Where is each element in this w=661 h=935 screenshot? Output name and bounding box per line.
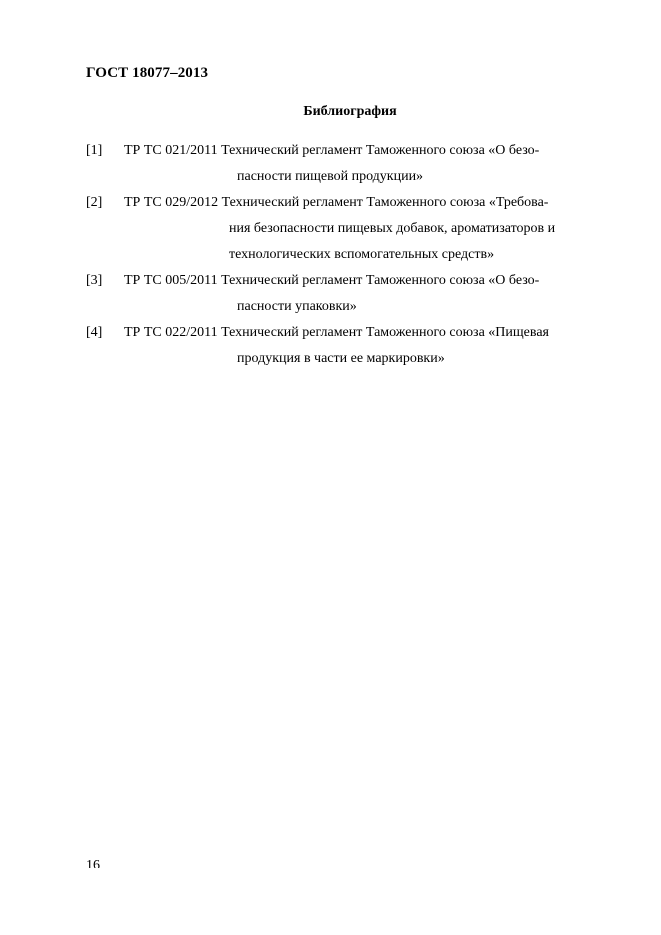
reference-continuation: пасности пищевой продукции» xyxy=(237,169,424,184)
reference-first-line xyxy=(124,268,539,294)
reference-continuation: технологических вспомогательных средств» xyxy=(229,247,495,262)
reference-number: [2] xyxy=(86,195,103,210)
document-header: ГОСТ 18077–2013 xyxy=(86,65,209,81)
section-title: Библиография xyxy=(303,104,397,119)
reference-code: ТР ТС 022/2011 xyxy=(124,325,218,340)
reference-code: ТР ТС 005/2011 xyxy=(124,273,218,288)
reference-number: [1] xyxy=(86,143,103,158)
reference-title-start: Технический регламент Таможенного союза «О безо- xyxy=(221,143,540,158)
reference-title-start: Технический регламент Таможенного союза «Пищевая xyxy=(221,325,549,340)
reference-number: [4] xyxy=(86,325,103,340)
reference-continuation: пасности упаковки» xyxy=(237,299,357,314)
reference-number: [3] xyxy=(86,273,103,288)
reference-first-line xyxy=(124,320,549,346)
reference-code: ТР ТС 029/2012 xyxy=(124,195,219,210)
reference-continuation: ния безопасности пищевых добавок, ароматизаторов и xyxy=(229,221,556,236)
reference-continuation: продукция в части ее маркировки» xyxy=(237,351,445,366)
reference-first-line xyxy=(124,138,539,164)
reference-first-line xyxy=(124,190,548,216)
reference-title-start: Технический регламент Таможенного союза «Требова- xyxy=(221,195,549,210)
page-number: 16 xyxy=(86,858,100,868)
reference-code: ТР ТС 021/2011 xyxy=(124,143,218,158)
reference-title-start: Технический регламент Таможенного союза «О безо- xyxy=(221,273,540,288)
